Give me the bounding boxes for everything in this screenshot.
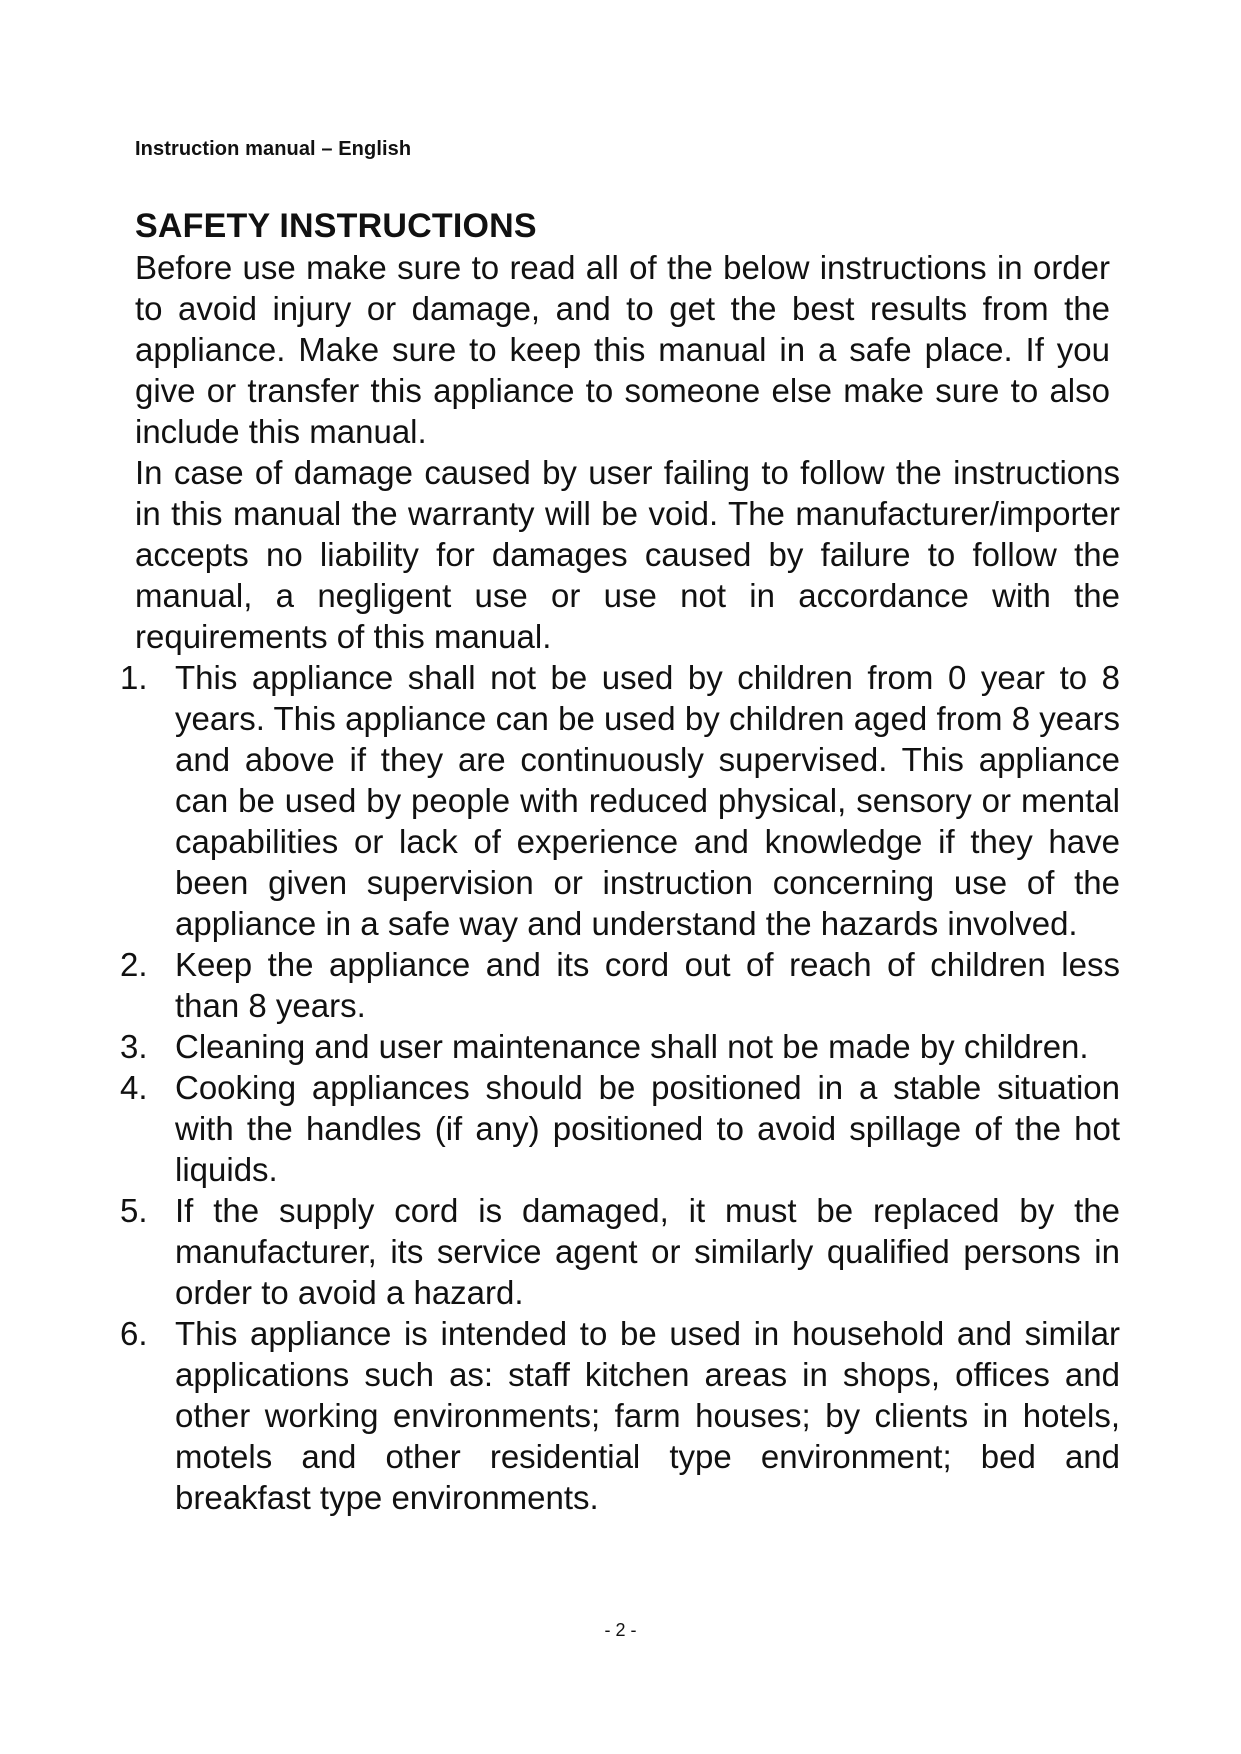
list-item [120,657,1120,944]
section-title: SAFETY INSTRUCTIONS [135,207,537,245]
intro-paragraph: Before use make sure to read all of the below instructions in order to avoid injury or damage, and to get the best results from the appliance. Make sure to keep this manual in a safe place. If you give or transfer this appliance to someone else make sure to also include this manual. [135,249,1110,450]
list-item [120,944,1120,1026]
list-item [120,1190,1120,1313]
list-item-number: 3. [120,1028,148,1065]
safety-instructions-section [120,205,1120,1518]
warranty-paragraph: In case of damage caused by user failing to follow the instructions in this manual the warranty will be void. The manufacturer/importer accepts no liability for damages caused by failure to follow the manual, a negligent use or use not in accordance with the requirements of this manual. [135,454,1120,655]
instruction-list [120,657,1120,1518]
list-item-number: 2. [120,946,148,983]
list-item-text: Keep the appliance and its cord out of reach of children less than 8 years. [175,946,1120,1024]
list-item-number: 5. [120,1192,148,1229]
list-item [120,1067,1120,1190]
list-item-number: 6. [120,1315,148,1352]
list-item-text: Cooking appliances should be positioned in a stable situation with the handles (if any) positioned to avoid spillage of the hot liquids. [175,1069,1120,1188]
list-item [120,1313,1120,1518]
list-item-number: 1. [120,659,148,696]
page-number: - 2 - [604,1620,637,1640]
list-item [120,1026,1120,1067]
list-item-number: 4. [120,1069,148,1106]
manual-language-label: Instruction manual – English [135,138,412,160]
list-item-text: If the supply cord is damaged, it must be replaced by the manufacturer, its service agent or similarly qualified persons in order to avoid a hazard. [175,1192,1120,1311]
list-item-text: This appliance is intended to be used in household and similar applications such as: staff kitchen areas in shops, offices and other working environments; farm houses; by clients in hotels, motels and other residential type environment; bed and breakfast type environments. [175,1315,1120,1516]
list-item-text: This appliance shall not be used by children from 0 year to 8 years. This appliance can be used by children aged from 8 years and above if they are continuously supervised. This appliance can be used by people with reduced physical, sensory or mental capabilities or lack of experience and knowledge if they have been given supervision or instruction concerning use of the appliance in a safe way and understand the hazards involved. [175,659,1120,942]
list-item-text: Cleaning and user maintenance shall not be made by children. [175,1028,1089,1065]
